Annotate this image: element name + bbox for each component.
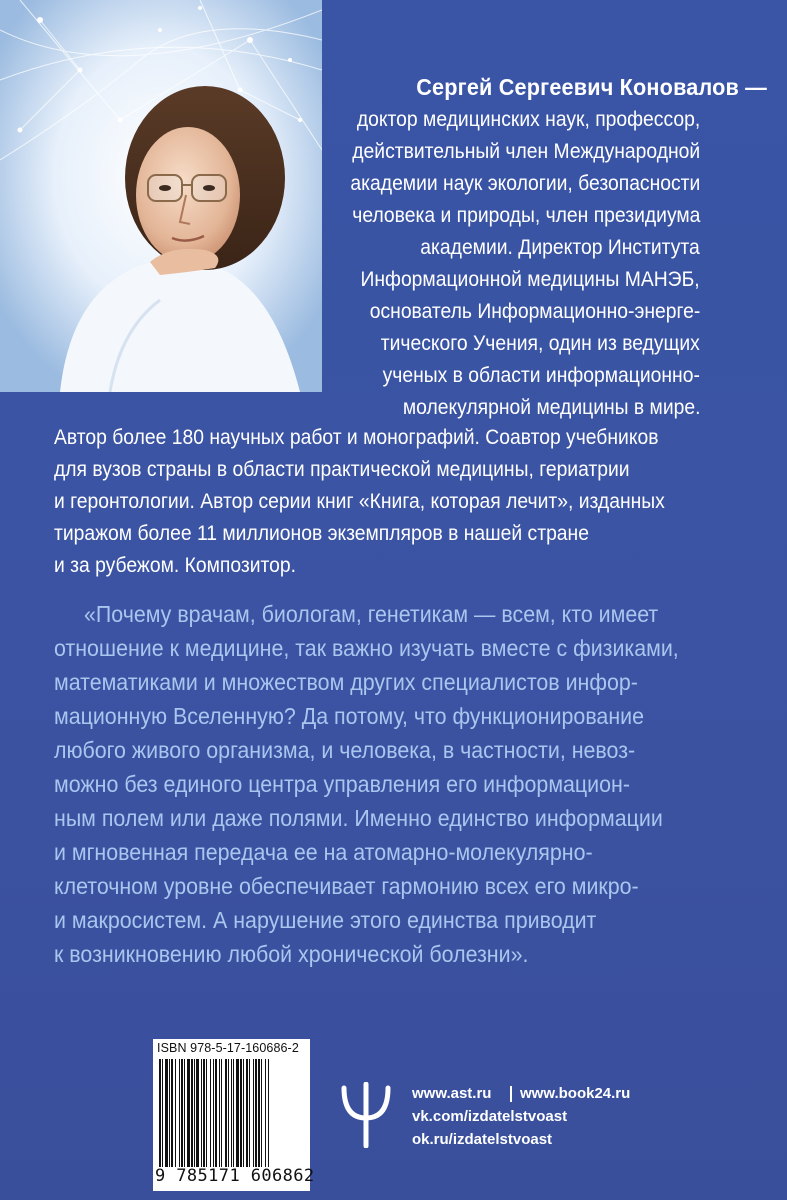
bio-wide-line: тиражом более 11 миллионов экземпляров в нашей стране — [54, 522, 589, 545]
isbn-label: ISBN 978-5-17-160686-2 — [157, 1041, 299, 1055]
barcode-bars-icon — [159, 1059, 304, 1167]
bio-wide-line: Автор более 180 научных работ и монографий. Соавтор учебников — [54, 426, 659, 449]
bio-line: доктор медицинских наук, профессор, — [356, 108, 700, 131]
author-name: Сергей Сергеевич Коновалов — — [416, 74, 767, 100]
quote-line: математиками и множеством других специалистов инфор- — [54, 669, 638, 695]
bio-line: основатель Информационно-энерге- — [369, 300, 700, 323]
author-photo — [0, 0, 322, 392]
link-ok[interactable]: ok.ru/izdatelstvoast — [412, 1131, 553, 1148]
bio-wide-line: для вузов страны в области практической медицины, гериатрии — [54, 458, 630, 481]
bio-wide-line: и за рубежом. Композитор. — [54, 554, 297, 577]
link-ast[interactable]: www.ast.ru — [412, 1085, 492, 1102]
link-book24[interactable]: www.book24.ru — [520, 1085, 631, 1102]
psi-logo-icon — [340, 1082, 392, 1148]
quote-line: и макросистем. А нарушение этого единства приводит — [54, 907, 597, 933]
link-vk[interactable]: vk.com/izdatelstvoast — [412, 1108, 568, 1125]
bio-wide-line: и геронтологии. Автор серии книг «Книга, которая лечит», изданных — [54, 490, 665, 513]
quote-line: ным полем или даже полями. Именно единство информации — [54, 805, 663, 831]
quote-line: отношение к медицине, так важно изучать вместе с физиками, — [54, 635, 679, 661]
bio-line: академии. Директор Института — [420, 236, 700, 259]
bio-line: тического Учения, один из ведущих — [380, 332, 700, 355]
publisher-separator — [510, 1086, 512, 1102]
author-portrait-image — [0, 0, 322, 392]
isbn-barcode — [153, 1039, 315, 1191]
bio-line: действительный член Международной — [352, 140, 700, 163]
quote-line: «Почему врачам, биологам, генетикам — всем, кто имеет — [84, 601, 659, 627]
quote-line: клеточном уровне обеспечивает гармонию всех его микро- — [54, 873, 639, 899]
quote-line: можно без единого центра управления его информацион- — [54, 771, 630, 797]
quote-line: к возникновению любой хронической болезни». — [54, 941, 529, 967]
bio-line: молекулярной медицины в мире. — [402, 396, 700, 419]
bio-line: человека и природы, член президиума — [351, 204, 700, 227]
quote-line: и мгновенная передача ее на атомарно-молекулярно- — [54, 839, 593, 865]
barcode-digits: 9 785171 606862 — [155, 1166, 315, 1186]
bio-line: академии наук экологии, безопасности — [350, 172, 700, 195]
bio-line: Информационной медицины МАНЭБ, — [360, 268, 700, 291]
bio-line: ученых в области информационно- — [382, 364, 700, 387]
quote-line: мационную Вселенную? Да потому, что функционирование — [54, 703, 644, 729]
quote-line: любого живого организма, и человека, в частности, невоз- — [54, 737, 636, 763]
